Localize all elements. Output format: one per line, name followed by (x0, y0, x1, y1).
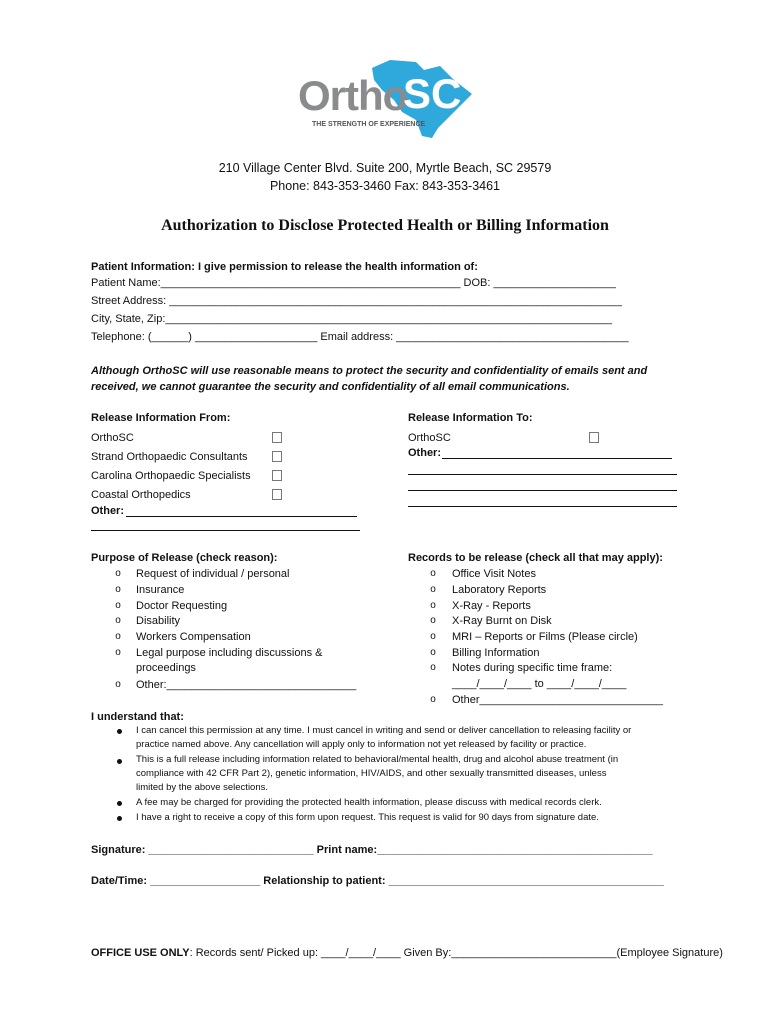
release-to-other-line-2[interactable] (408, 474, 677, 475)
records-time-frame: Notes during specific time frame: (452, 662, 613, 674)
checkbox-to-orthosc[interactable] (589, 432, 599, 443)
date-relationship-field[interactable]: Date/Time: __________________ Relationship to patient: _____________________________________________ (91, 875, 664, 887)
city-state-zip-field[interactable]: City, State, Zip:_________________________________________________________________________ (91, 313, 612, 325)
bullet-icon (117, 759, 122, 764)
understand-b1-line-2: practice named above. Any cancellation will apply only to information not yet released by facility or practice. (136, 739, 587, 750)
purpose-option-icon[interactable]: o (115, 584, 121, 595)
records-xray-reports: X-Ray - Reports (452, 600, 531, 612)
records-billing: Billing Information (452, 647, 540, 659)
bullet-icon (117, 729, 122, 734)
checkbox-from-strand[interactable] (272, 451, 282, 462)
release-to-orthosc: OrthoSC (408, 432, 451, 444)
purpose-heading: Purpose of Release (check reason): (91, 552, 278, 564)
purpose-option-icon[interactable]: o (115, 679, 121, 690)
records-other[interactable]: Other______________________________ (452, 694, 664, 706)
purpose-disability: Disability (136, 615, 181, 627)
purpose-option-icon[interactable]: o (115, 600, 121, 611)
records-option-icon[interactable]: o (430, 662, 436, 673)
orthosc-logo (298, 58, 488, 142)
telephone-email-field[interactable]: Telephone: (______) ____________________ Email address: ______________________________________ (91, 331, 629, 343)
understand-b1-line-1: I can cancel this permission at any time. I must cancel in writing and send or deliver cancellation to releasing facility or (136, 725, 632, 736)
office-use-line (91, 946, 723, 960)
understand-b2-line-1: This is a full release including information related to behavioral/mental health, drug and alcohol abuse treatment (in (136, 754, 619, 765)
release-from-other-line-2[interactable] (91, 530, 360, 531)
records-date-range-field[interactable]: ____/____/____ to ____/____/____ (452, 678, 627, 690)
purpose-workers-comp: Workers Compensation (136, 631, 251, 643)
release-from-other-line-1[interactable] (126, 516, 357, 517)
records-option-icon[interactable]: o (430, 584, 436, 595)
purpose-doctor-requesting: Doctor Requesting (136, 600, 228, 612)
records-option-icon[interactable]: o (430, 568, 436, 579)
understand-b4: I have a right to receive a copy of this form upon request. This request is valid for 90 days from signature date. (136, 812, 599, 823)
understand-b2-line-2: compliance with 42 CFR Part 2), genetic information, HIV/AIDS, and other sexually transmitted diseases, unless (136, 768, 607, 779)
checkbox-from-coastal[interactable] (272, 489, 282, 500)
logo-tagline: THE STRENGTH OF EXPERIENCE (312, 121, 426, 128)
release-from-carolina: Carolina Orthopaedic Specialists (91, 470, 251, 482)
checkbox-from-orthosc[interactable] (272, 432, 282, 443)
understand-b2-line-3: limited by the above selections. (136, 782, 269, 793)
purpose-insurance: Insurance (136, 584, 185, 596)
release-to-other-line-4[interactable] (408, 506, 677, 507)
release-to-heading: Release Information To: (408, 412, 533, 424)
address-line: 210 Village Center Blvd. Suite 200, Myrtle Beach, SC 29579 (218, 161, 552, 175)
street-address-field[interactable]: Street Address: __________________________________________________________________________ (91, 295, 622, 307)
purpose-option-icon[interactable]: o (115, 568, 121, 579)
purpose-legal: Legal purpose including discussions & (136, 647, 323, 659)
records-option-icon[interactable]: o (430, 647, 436, 658)
checkbox-from-carolina[interactable] (272, 470, 282, 481)
purpose-other[interactable]: Other:_______________________________ (136, 679, 357, 691)
release-from-coastal: Coastal Orthopedics (91, 489, 191, 501)
records-option-icon[interactable]: o (430, 694, 436, 705)
records-xray-disk: X-Ray Burnt on Disk (452, 615, 552, 627)
release-from-orthosc: OrthoSC (91, 432, 134, 444)
release-from-heading: Release Information From: (91, 412, 231, 424)
disclaimer-line-2: received, we cannot guarantee the security and confidentiality of all email communications. (91, 381, 570, 393)
form-title: Authorization to Disclose Protected Health or Billing Information (161, 217, 609, 234)
records-option-icon[interactable]: o (430, 615, 436, 626)
purpose-legal-cont: proceedings (136, 662, 196, 674)
records-heading: Records to be release (check all that may apply): (408, 552, 663, 564)
release-to-other-label: Other: (408, 447, 441, 459)
bullet-icon (117, 816, 122, 821)
phone-line: Phone: 843-353-3460 Fax: 843-353-3461 (269, 179, 501, 193)
release-to-other-line-1[interactable] (442, 458, 672, 459)
purpose-option-icon[interactable]: o (115, 631, 121, 642)
disclaimer-line-1: Although OrthoSC will use reasonable means to protect the security and confidentiality of emails sent and (91, 365, 648, 377)
office-use-fields[interactable]: : Records sent/ Picked up: ____/____/____ Given By:___________________________(Employee Signature) (189, 947, 723, 959)
release-to-other-line-3[interactable] (408, 490, 677, 491)
purpose-request-individual: Request of individual / personal (136, 568, 290, 580)
patient-info-heading: Patient Information: I give permission to release the health information of: (91, 261, 478, 273)
release-from-strand: Strand Orthopaedic Consultants (91, 451, 248, 463)
release-from-other-label: Other: (91, 505, 124, 517)
bullet-icon (117, 801, 122, 806)
patient-name-field[interactable]: Patient Name:_________________________________________________ DOB: ____________________ (91, 277, 616, 289)
records-option-icon[interactable]: o (430, 600, 436, 611)
purpose-option-icon[interactable]: o (115, 647, 121, 658)
understand-b3: A fee may be charged for providing the protected health information, please discuss with medical records clerk. (136, 797, 602, 808)
records-laboratory: Laboratory Reports (452, 584, 547, 596)
understand-heading: I understand that: (91, 711, 184, 723)
records-mri: MRI – Reports or Films (Please circle) (452, 631, 638, 643)
logo-text-ortho: Ortho (298, 72, 408, 119)
purpose-option-icon[interactable]: o (115, 615, 121, 626)
records-office-visit: Office Visit Notes (452, 568, 536, 580)
records-option-icon[interactable]: o (430, 631, 436, 642)
office-use-label: OFFICE USE ONLY (91, 947, 190, 959)
logo-text-sc: SC (403, 70, 462, 117)
signature-print-name-field[interactable]: Signature: ___________________________ Print name:_____________________________________________ (91, 844, 653, 856)
